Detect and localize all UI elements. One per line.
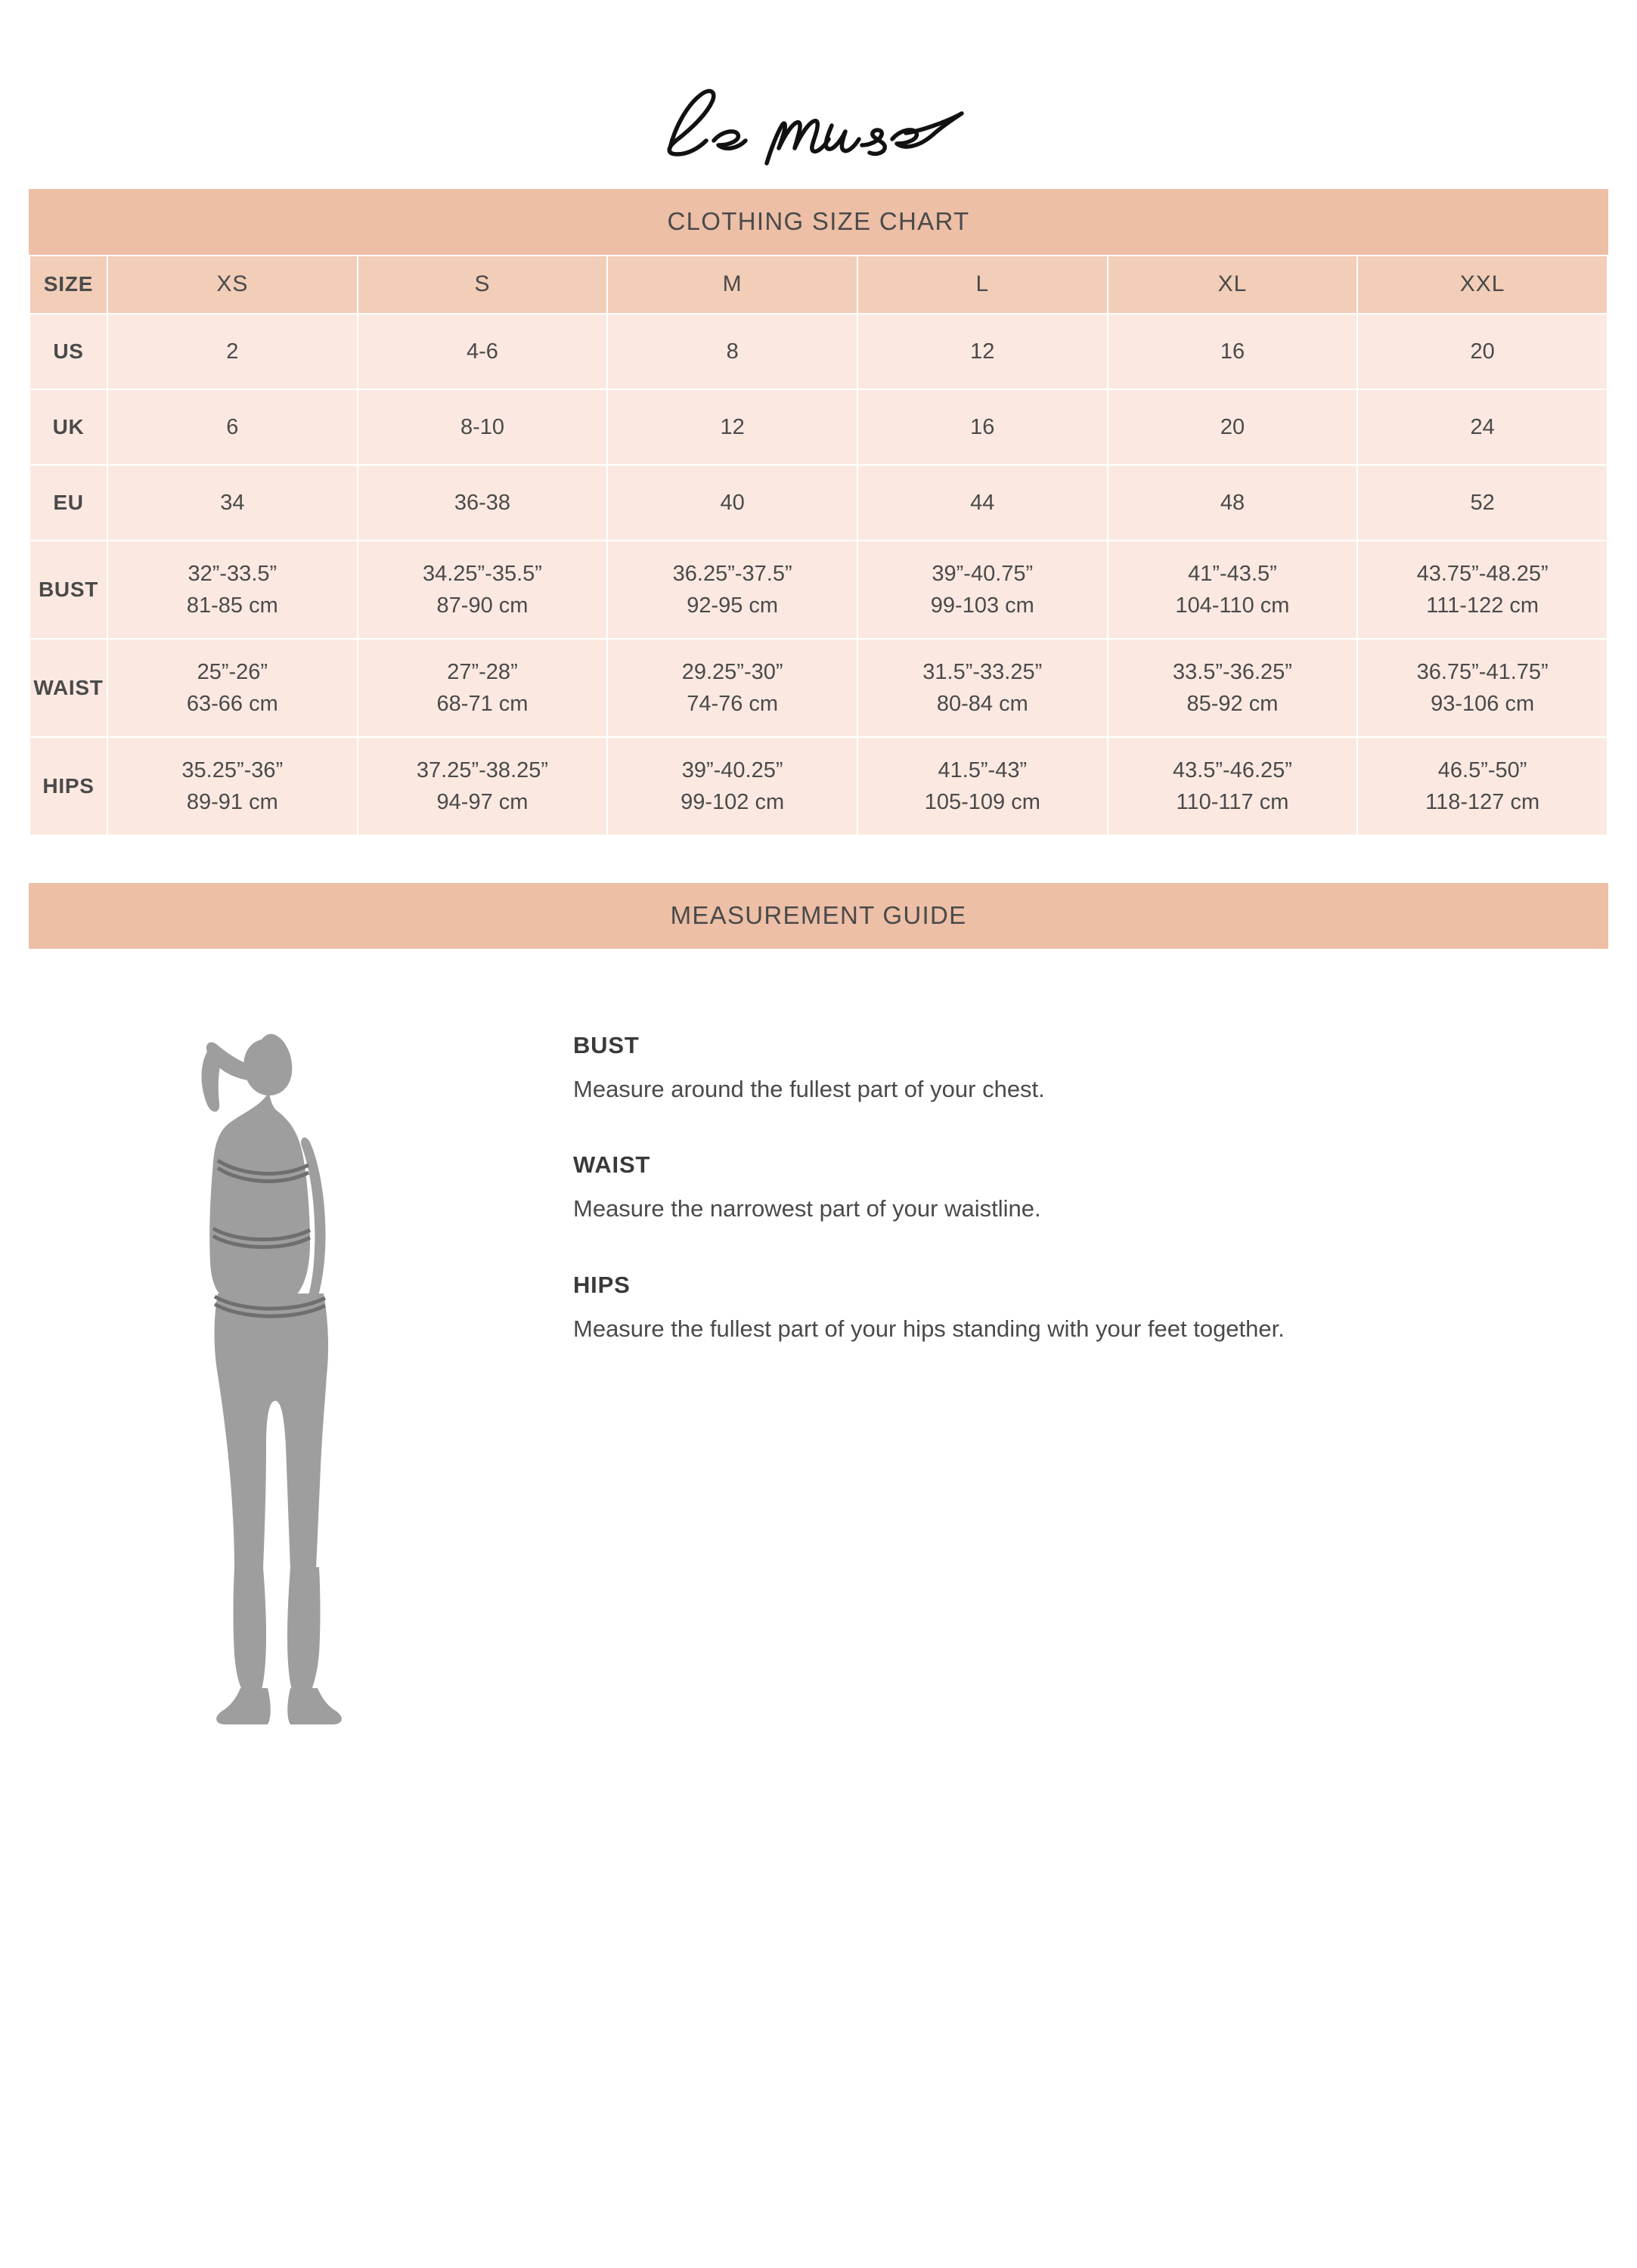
cell-waist-xl: [1108, 639, 1358, 737]
value-cm: 89-91 cm: [186, 790, 278, 815]
value-cm: 110-117 cm: [1176, 790, 1289, 815]
table-row: [29, 389, 1608, 465]
size-table: [29, 255, 1608, 836]
value-inches: 41.5”-43”: [938, 758, 1028, 783]
column-header-s: S: [358, 256, 608, 314]
table-row: [29, 639, 1608, 737]
cell-hips-s: [358, 737, 608, 835]
value-cm: 118-127 cm: [1425, 790, 1540, 815]
brand-wordmark-le-muse-icon: [656, 76, 981, 189]
cell-bust-xl: [1108, 541, 1358, 639]
cell-us-xl: 16: [1108, 314, 1358, 389]
guide-item-hips: [573, 1272, 1525, 1347]
guide-title: MEASUREMENT GUIDE: [29, 883, 1608, 949]
value-cm: 63-66 cm: [186, 692, 278, 717]
column-header-l: L: [857, 256, 1108, 314]
table-row: [29, 314, 1608, 389]
guide-text-column: [558, 979, 1608, 1346]
cell-eu-xxl: 52: [1357, 465, 1608, 541]
cell-hips-m: [607, 737, 857, 835]
value-inches: 34.25”-35.5”: [422, 562, 542, 587]
row-label-us: US: [29, 314, 107, 389]
value-cm: 111-122 cm: [1426, 593, 1539, 618]
value-cm: 87-90 cm: [436, 593, 529, 618]
guide-item-waist: [573, 1151, 1525, 1227]
cell-bust-xs: [107, 541, 358, 639]
cell-bust-s: [358, 541, 608, 639]
cell-waist-m: [607, 639, 857, 737]
value-inches: 43.5”-46.25”: [1172, 758, 1292, 783]
cell-bust-m: [607, 541, 857, 639]
value-cm: 99-103 cm: [930, 593, 1034, 618]
clothing-size-chart: [29, 189, 1608, 836]
chart-title: CLOTHING SIZE CHART: [29, 189, 1608, 255]
value-cm: 74-76 cm: [687, 692, 779, 717]
table-row: [29, 541, 1608, 639]
cell-hips-xs: [107, 737, 358, 835]
cell-waist-s: [358, 639, 608, 737]
row-label-bust: BUST: [29, 541, 107, 639]
value-cm: 99-102 cm: [681, 790, 785, 815]
value-inches: 29.25”-30”: [681, 660, 783, 685]
value-cm: 92-95 cm: [687, 593, 779, 618]
value-inches: 41”-43.5”: [1188, 562, 1277, 587]
cell-waist-l: [857, 639, 1108, 737]
cell-us-m: 8: [607, 314, 857, 389]
cell-uk-l: 16: [857, 389, 1108, 465]
table-header-row: [29, 256, 1608, 314]
cell-eu-m: 40: [607, 465, 857, 541]
guide-label-hips: HIPS: [573, 1271, 631, 1298]
value-inches: 46.5”-50”: [1437, 758, 1527, 783]
value-cm: 85-92 cm: [1186, 692, 1279, 717]
cell-uk-xs: 6: [107, 389, 358, 465]
cell-hips-xxl: [1357, 737, 1608, 835]
row-label-waist: WAIST: [29, 639, 107, 737]
value-inches: 31.5”-33.25”: [922, 660, 1043, 685]
cell-eu-xs: 34: [107, 465, 358, 541]
row-label-eu: EU: [29, 465, 107, 541]
value-inches: 32”-33.5”: [188, 562, 277, 587]
cell-uk-s: 8-10: [358, 389, 608, 465]
cell-us-xxl: 20: [1357, 314, 1608, 389]
column-header-m: M: [607, 256, 857, 314]
value-cm: 68-71 cm: [436, 692, 529, 717]
cell-hips-xl: [1108, 737, 1358, 835]
value-cm: 93-106 cm: [1431, 692, 1535, 717]
guide-body: [29, 949, 1608, 1749]
table-row: [29, 737, 1608, 835]
size-table-body: [29, 314, 1608, 835]
female-body-silhouette-icon: [135, 993, 452, 1749]
figure-column: [29, 979, 558, 1749]
measurement-guide: [29, 883, 1608, 1749]
value-cm: 81-85 cm: [186, 593, 278, 618]
value-inches: 36.75”-41.75”: [1416, 660, 1549, 685]
value-cm: 80-84 cm: [936, 692, 1028, 717]
value-inches: 43.75”-48.25”: [1416, 562, 1549, 587]
value-inches: 39”-40.25”: [681, 758, 783, 783]
value-inches: 36.25”-37.5”: [672, 562, 792, 587]
cell-us-l: 12: [857, 314, 1108, 389]
guide-label-bust: BUST: [573, 1032, 640, 1059]
value-cm: 94-97 cm: [436, 790, 529, 815]
guide-description-waist: Measure the narrowest part of your waistline.: [573, 1195, 1041, 1222]
cell-bust-xxl: [1357, 541, 1608, 639]
value-cm: 105-109 cm: [924, 790, 1040, 815]
cell-waist-xs: [107, 639, 358, 737]
cell-eu-xl: 48: [1108, 465, 1358, 541]
cell-waist-xxl: [1357, 639, 1608, 737]
value-inches: 33.5”-36.25”: [1172, 660, 1292, 685]
cell-hips-l: [857, 737, 1108, 835]
value-inches: 35.25”-36”: [181, 758, 284, 783]
cell-uk-xxl: 24: [1357, 389, 1608, 465]
column-header-xs: XS: [107, 256, 358, 314]
value-inches: 39”-40.75”: [932, 562, 1034, 587]
guide-label-waist: WAIST: [573, 1151, 651, 1179]
cell-uk-xl: 20: [1108, 389, 1358, 465]
cell-uk-m: 12: [607, 389, 857, 465]
cell-us-xs: 2: [107, 314, 358, 389]
guide-description-hips: Measure the fullest part of your hips standing with your feet together.: [573, 1315, 1285, 1342]
value-inches: 37.25”-38.25”: [416, 758, 549, 783]
value-inches: 25”-26”: [197, 660, 268, 685]
guide-description-bust: Measure around the fullest part of your chest.: [573, 1076, 1045, 1103]
row-label-uk: UK: [29, 389, 107, 465]
cell-us-s: 4-6: [358, 314, 608, 389]
column-header-size: SIZE: [29, 256, 107, 314]
cell-eu-l: 44: [857, 465, 1108, 541]
size-table-head: [29, 256, 1608, 314]
column-header-xxl: XXL: [1357, 256, 1608, 314]
table-row: [29, 465, 1608, 541]
cell-bust-l: [857, 541, 1108, 639]
value-inches: 27”-28”: [447, 660, 518, 685]
guide-item-bust: [573, 1032, 1525, 1108]
brand-logo: [0, 0, 1637, 189]
row-label-hips: HIPS: [29, 737, 107, 835]
cell-eu-s: 36-38: [358, 465, 608, 541]
column-header-xl: XL: [1108, 256, 1358, 314]
value-cm: 104-110 cm: [1175, 593, 1290, 618]
